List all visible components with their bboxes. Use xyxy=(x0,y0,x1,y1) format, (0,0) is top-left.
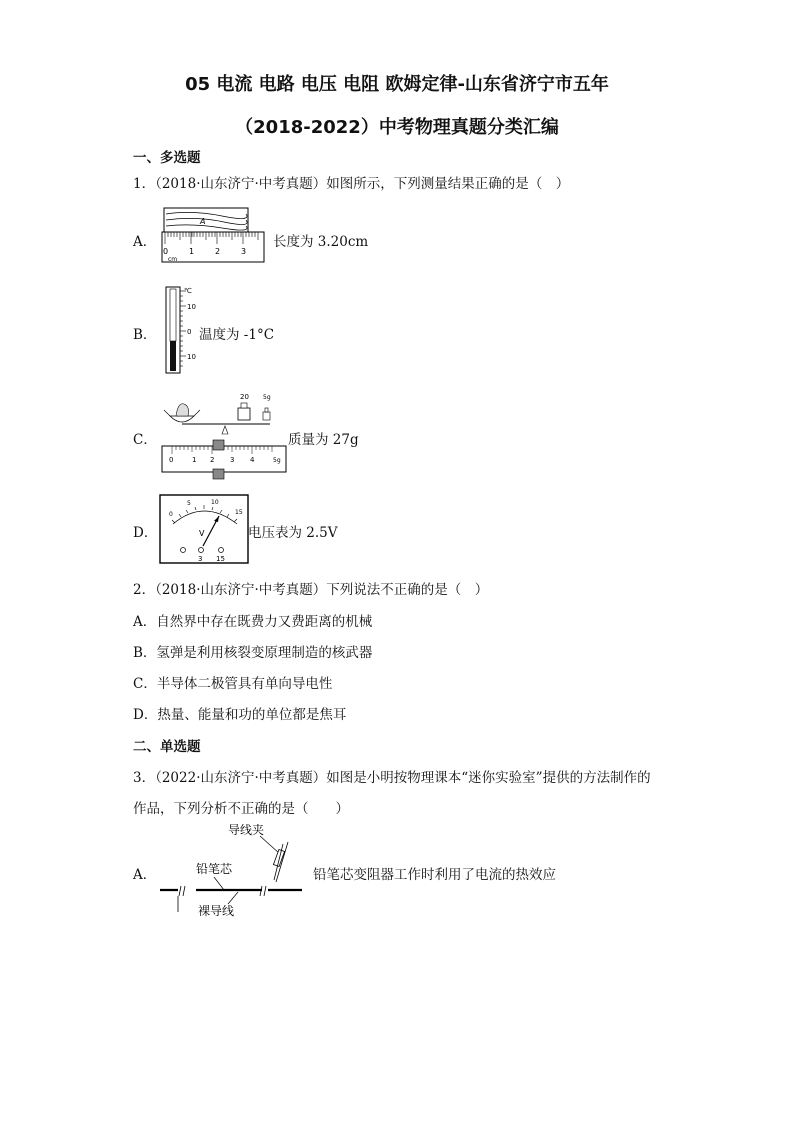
question-1-stem: 1．（2018·山东济宁·中考真题）如图所示，下列测量结果正确的是（ ） xyxy=(133,176,570,192)
section-single-choice: 二、单选题 xyxy=(133,739,201,755)
ruler-unit: cm xyxy=(168,256,178,263)
clip-label: 导线夹 xyxy=(228,823,265,837)
question-3-option-a-caption: 铅笔芯变阻器工作时利用了电流的热效应 xyxy=(313,867,556,883)
thermometer-tick-10: 10 xyxy=(187,303,196,311)
bare-wire-label: 裸导线 xyxy=(198,904,235,918)
ruler-tick-1: 1 xyxy=(189,247,195,256)
page-title-line2: （2018-2022）中考物理真题分类汇编 xyxy=(235,117,559,138)
balance-tick-1: 1 xyxy=(192,456,197,464)
balance-tick-2: 2 xyxy=(210,456,215,464)
ruler-block-letter: A xyxy=(200,217,206,226)
balance-tick-0: 0 xyxy=(169,456,174,464)
ruler-figure xyxy=(162,206,267,264)
ruler-tick-0: 0 xyxy=(163,247,169,256)
question-3-stem-line2: 作品，下列分析不正确的是（ ） xyxy=(133,801,349,817)
balance-tick-3: 3 xyxy=(230,456,235,464)
question-3-stem-line1: 3．（2022·山东济宁·中考真题）如图是小明按物理课本“迷你实验室”提供的方法制作的 xyxy=(133,770,651,786)
option-b-caption: 温度为 -1°C xyxy=(199,327,275,343)
thermometer-tick-minus10: 10 xyxy=(187,353,196,361)
voltmeter-scale-5: 5 xyxy=(187,500,191,507)
thermometer-tick-0: 0 xyxy=(187,328,192,336)
question-2-option-c: C．半导体二极管具有单向导电性 xyxy=(133,676,333,692)
voltmeter-scale-0: 0 xyxy=(169,511,173,518)
ruler-tick-2: 2 xyxy=(215,247,221,256)
balance-weight-20: 20 xyxy=(240,393,249,401)
question-2-option-d: D．热量、能量和功的单位都是焦耳 xyxy=(133,707,347,723)
option-d-caption: 电压表为 2.5V xyxy=(248,525,338,541)
voltmeter-symbol: V xyxy=(199,529,205,538)
option-d-label: D． xyxy=(133,525,158,541)
ruler-tick-3: 3 xyxy=(241,247,247,256)
section-multiple-choice: 一、多选题 xyxy=(133,150,201,166)
option-a-caption: 长度为 3.20cm xyxy=(273,234,369,250)
voltmeter-terminal-3: 3 xyxy=(198,555,203,563)
option-b-label: B． xyxy=(133,327,157,343)
question-2-stem: 2．（2018·山东济宁·中考真题）下列说法不正确的是（ ） xyxy=(133,582,489,598)
option-a-label: A． xyxy=(133,234,157,250)
voltmeter-terminal-15: 15 xyxy=(216,555,225,563)
option-c-label: C． xyxy=(133,432,157,448)
balance-tick-4: 4 xyxy=(250,456,255,464)
question-3-option-a-label: A． xyxy=(133,867,157,883)
thermometer-unit: ℃ xyxy=(184,287,192,295)
voltmeter-figure xyxy=(159,494,251,566)
pencil-rheostat-figure xyxy=(158,818,308,918)
voltmeter-scale-10: 10 xyxy=(211,499,219,506)
question-2-option-b: B．氢弹是利用核裂变原理制造的核武器 xyxy=(133,645,373,661)
option-c-caption: 质量为 27g xyxy=(288,432,359,448)
voltmeter-scale-15: 15 xyxy=(235,509,243,516)
question-2-option-a: A．自然界中存在既费力又费距离的机械 xyxy=(133,614,373,630)
balance-figure xyxy=(160,388,290,480)
balance-weight-5g: 5g xyxy=(263,394,271,401)
pencil-lead-label: 铅笔芯 xyxy=(196,862,233,876)
balance-tick-5g: 5g xyxy=(273,457,281,464)
page-title-line1: 05 电流 电路 电压 电阻 欧姆定律-山东省济宁市五年 xyxy=(185,74,609,95)
